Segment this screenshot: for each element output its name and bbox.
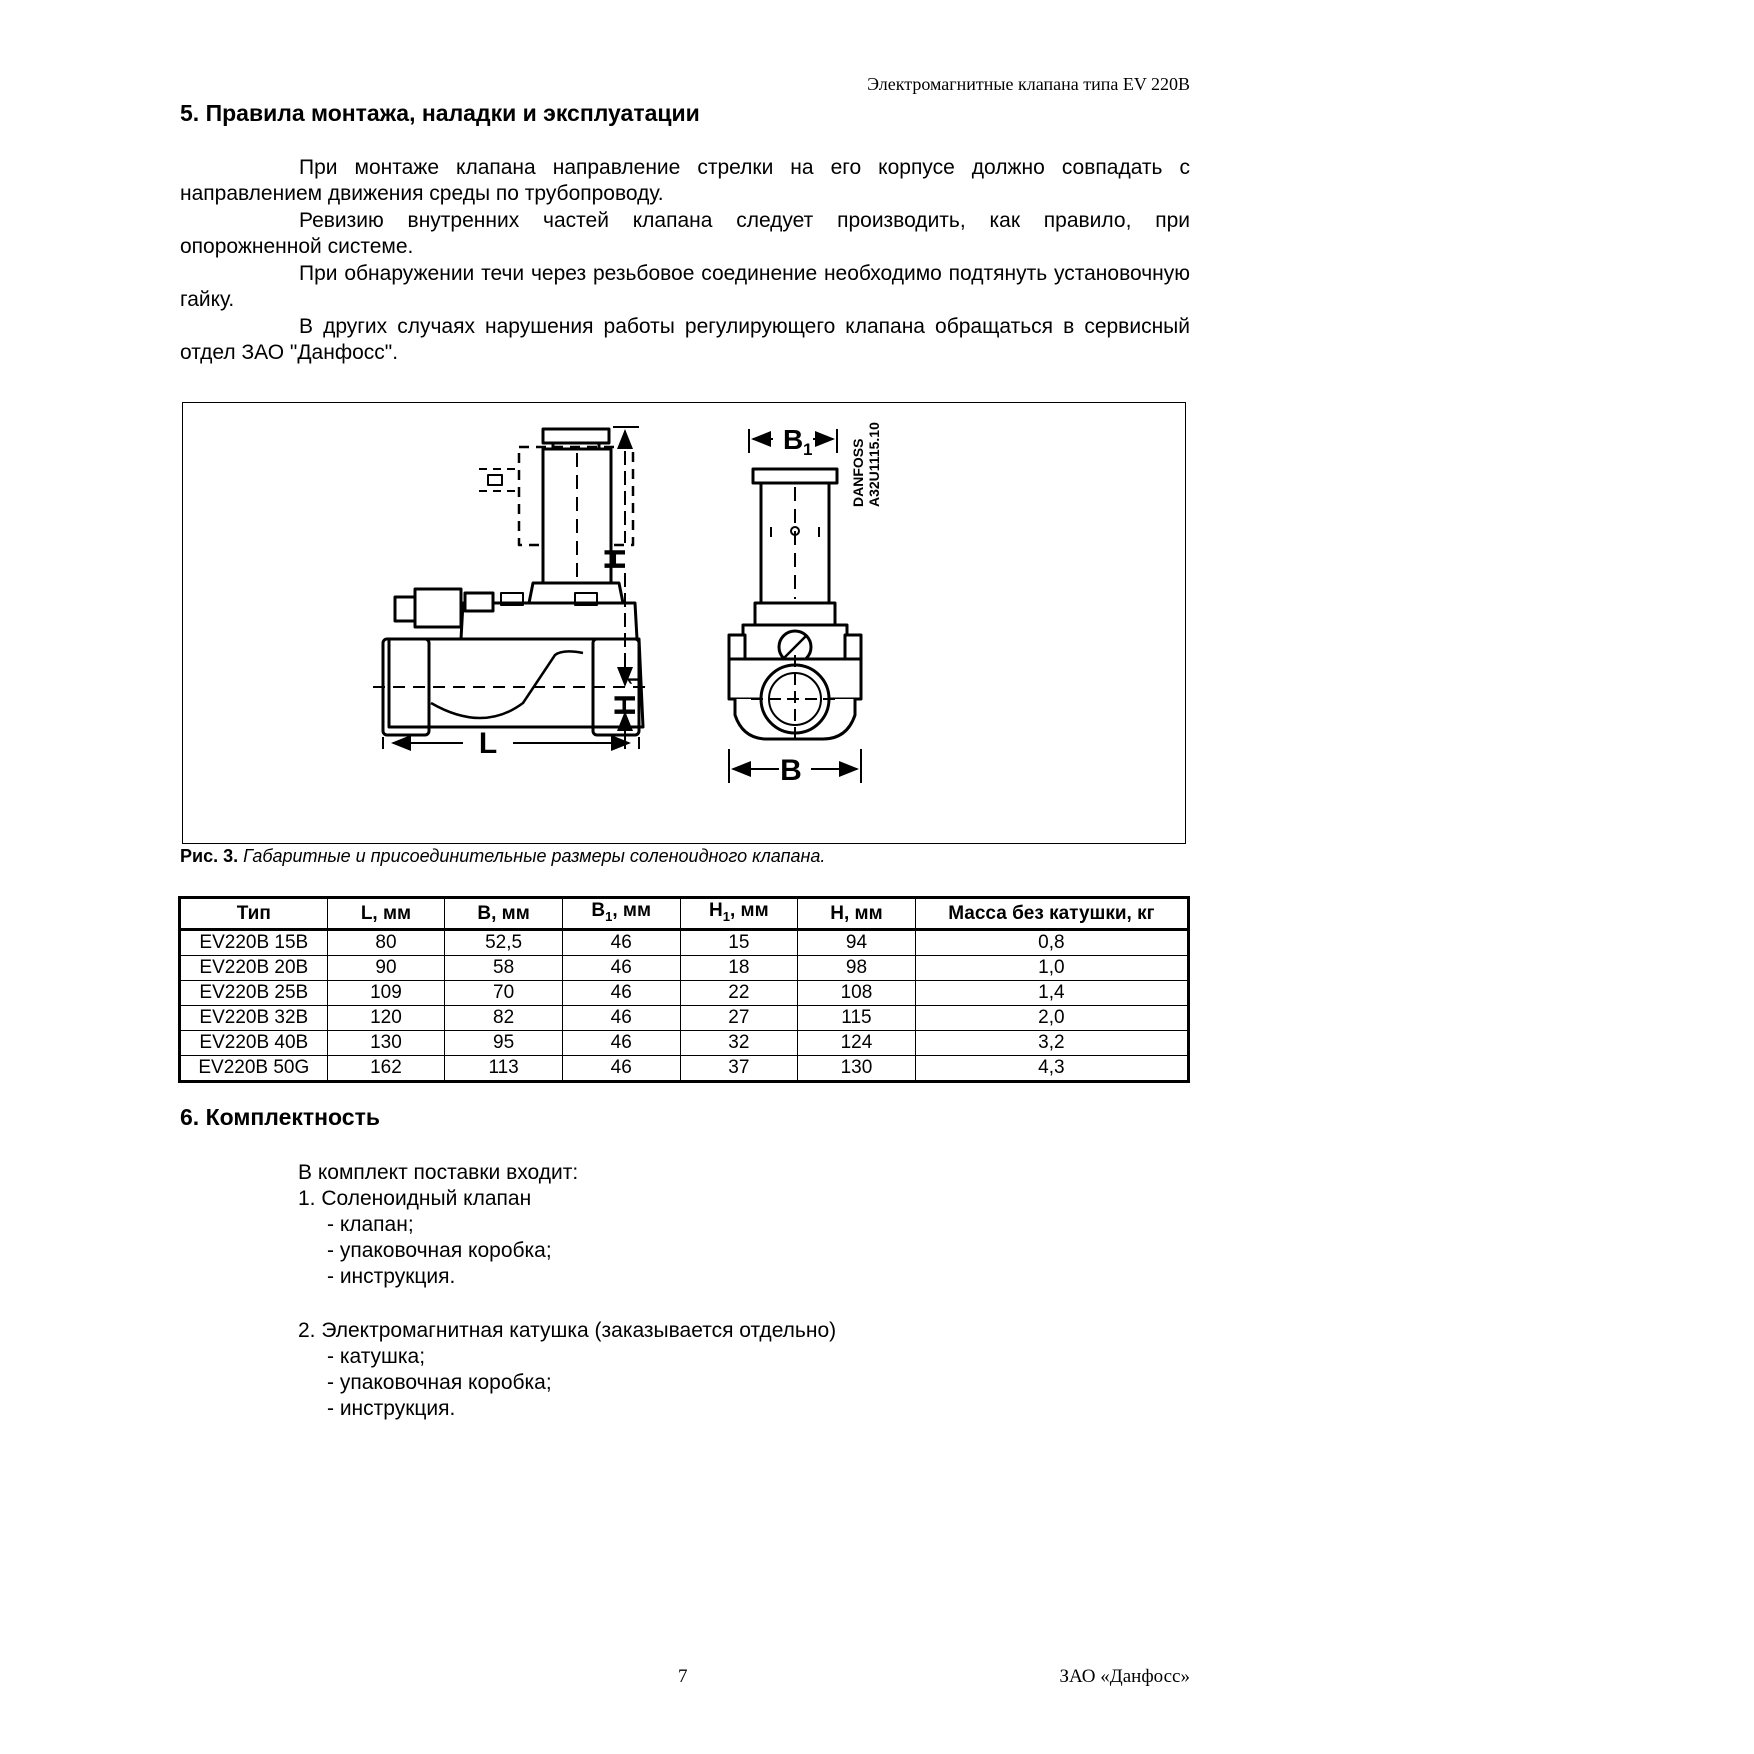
valve-drawing-svg [183, 403, 1187, 845]
cell-b1: 46 [562, 1030, 680, 1055]
cell-h1: 27 [680, 1005, 798, 1030]
dimensions-table [178, 896, 1190, 1083]
column-header-h1-suffix: , мм [729, 900, 769, 921]
kit-item-1-sub-2: - упаковочная коробка; [327, 1239, 552, 1262]
dim-label-h1: H [609, 694, 642, 716]
cell-b1: 46 [562, 980, 680, 1005]
dim-label-h1-sub: 1 [625, 674, 645, 685]
column-header-b1-suffix: , мм [612, 900, 652, 921]
cell-h1: 18 [680, 955, 798, 980]
table-row [180, 1005, 1189, 1030]
drawing-stamp-line1: DANFOSS [850, 438, 866, 507]
running-header: Электромагнитные клапана типа EV 220В [867, 74, 1190, 94]
column-header-mass: Масса без катушки, кг [915, 898, 1188, 930]
valve-dimension-drawing [182, 402, 1186, 844]
column-header-b1-sub: 1 [605, 908, 613, 924]
cell-h: 94 [798, 929, 916, 955]
kit-item-1-sub-1: - клапан; [327, 1213, 414, 1236]
cell-mass: 4,3 [915, 1055, 1188, 1081]
cell-mass: 2,0 [915, 1005, 1188, 1030]
cell-b: 58 [445, 955, 563, 980]
dim-label-h: H [599, 548, 632, 570]
cell-h: 130 [798, 1055, 916, 1081]
cell-mass: 1,0 [915, 955, 1188, 980]
cell-l: 90 [327, 955, 445, 980]
footer-company: ЗАО «Данфосс» [1059, 1666, 1190, 1687]
paragraph-4: В других случаях нарушения работы регулирующего клапана обращаться в сервисный отдел ЗАО "Данфосс". [180, 315, 1190, 364]
table-row [180, 980, 1189, 1005]
cell-b: 52,5 [445, 929, 563, 955]
kit-item-2-sub-3: - инструкция. [327, 1397, 456, 1420]
figure-caption-prefix: Рис. 3. [180, 846, 239, 866]
cell-type: EV220B 32B [180, 1005, 328, 1030]
column-header-h1 [680, 898, 798, 930]
cell-b: 95 [445, 1030, 563, 1055]
kit-item-1-sub-3: - инструкция. [327, 1265, 456, 1288]
figure-caption-text: Габаритные и присоединительные размеры соленоидного клапана. [243, 846, 826, 866]
column-header-h: H, мм [798, 898, 916, 930]
cell-mass: 3,2 [915, 1030, 1188, 1055]
cell-b1: 46 [562, 1055, 680, 1081]
dim-label-b1-sub: 1 [803, 440, 813, 459]
cell-b: 113 [445, 1055, 563, 1081]
table-row [180, 1055, 1189, 1081]
cell-b1: 46 [562, 1005, 680, 1030]
paragraph-2: Ревизию внутренних частей клапана следует производить, как правило, при опорожненной системе. [180, 209, 1190, 258]
kit-item-2: 2. Электромагнитная катушка (заказывается отдельно) [298, 1319, 837, 1342]
kit-intro: В комплект поставки входит: [298, 1161, 579, 1184]
cell-type: EV220B 25B [180, 980, 328, 1005]
paragraph-3: При обнаружении течи через резьбовое соединение необходимо подтянуть установочную гайку. [180, 262, 1190, 311]
cell-l: 130 [327, 1030, 445, 1055]
table-header-row [180, 898, 1189, 930]
column-header-l: L, мм [327, 898, 445, 930]
column-header-b: B, мм [445, 898, 563, 930]
column-header-h1-base: H [709, 900, 723, 921]
cell-h: 124 [798, 1030, 916, 1055]
kit-item-2-sub-2: - упаковочная коробка; [327, 1371, 552, 1394]
cell-type: EV220B 40B [180, 1030, 328, 1055]
cell-l: 162 [327, 1055, 445, 1081]
kit-item-2-sub-1: - катушка; [327, 1345, 426, 1368]
cell-h1: 22 [680, 980, 798, 1005]
figure-caption [180, 846, 825, 867]
drawing-stamp-line2: A32U1115.10 [866, 422, 882, 507]
section-6-title: 6. Комплектность [180, 1104, 380, 1130]
column-header-type: Тип [180, 898, 328, 930]
table-row [180, 929, 1189, 955]
cell-h: 98 [798, 955, 916, 980]
cell-h: 115 [798, 1005, 916, 1030]
cell-type: EV220B 50G [180, 1055, 328, 1081]
cell-mass: 0,8 [915, 929, 1188, 955]
page-number: 7 [678, 1666, 688, 1687]
cell-h1: 37 [680, 1055, 798, 1081]
cell-b: 82 [445, 1005, 563, 1030]
cell-l: 109 [327, 980, 445, 1005]
valve-front-view [729, 429, 861, 783]
section-5-title: 5. Правила монтажа, наладки и эксплуатации [180, 100, 700, 126]
cell-l: 80 [327, 929, 445, 955]
dim-label-b1: B [783, 424, 804, 455]
cell-l: 120 [327, 1005, 445, 1030]
dim-label-l: L [478, 727, 498, 760]
cell-h: 108 [798, 980, 916, 1005]
cell-type: EV220B 20B [180, 955, 328, 980]
cell-b1: 46 [562, 955, 680, 980]
cell-type: EV220B 15B [180, 929, 328, 955]
table-row [180, 955, 1189, 980]
paragraph-1: При монтаже клапана направление стрелки на его корпусе должно совпадать с направлением движения среды по трубопроводу. [180, 156, 1190, 205]
cell-b1: 46 [562, 929, 680, 955]
column-header-h1-sub: 1 [722, 908, 730, 924]
table-row [180, 1030, 1189, 1055]
dim-label-b: B [780, 754, 802, 787]
cell-b: 70 [445, 980, 563, 1005]
cell-h1: 32 [680, 1030, 798, 1055]
column-header-b1-base: B [591, 900, 606, 921]
cell-h1: 15 [680, 929, 798, 955]
cell-mass: 1,4 [915, 980, 1188, 1005]
column-header-b1 [562, 898, 680, 930]
kit-item-1: 1. Соленоидный клапан [298, 1187, 532, 1210]
